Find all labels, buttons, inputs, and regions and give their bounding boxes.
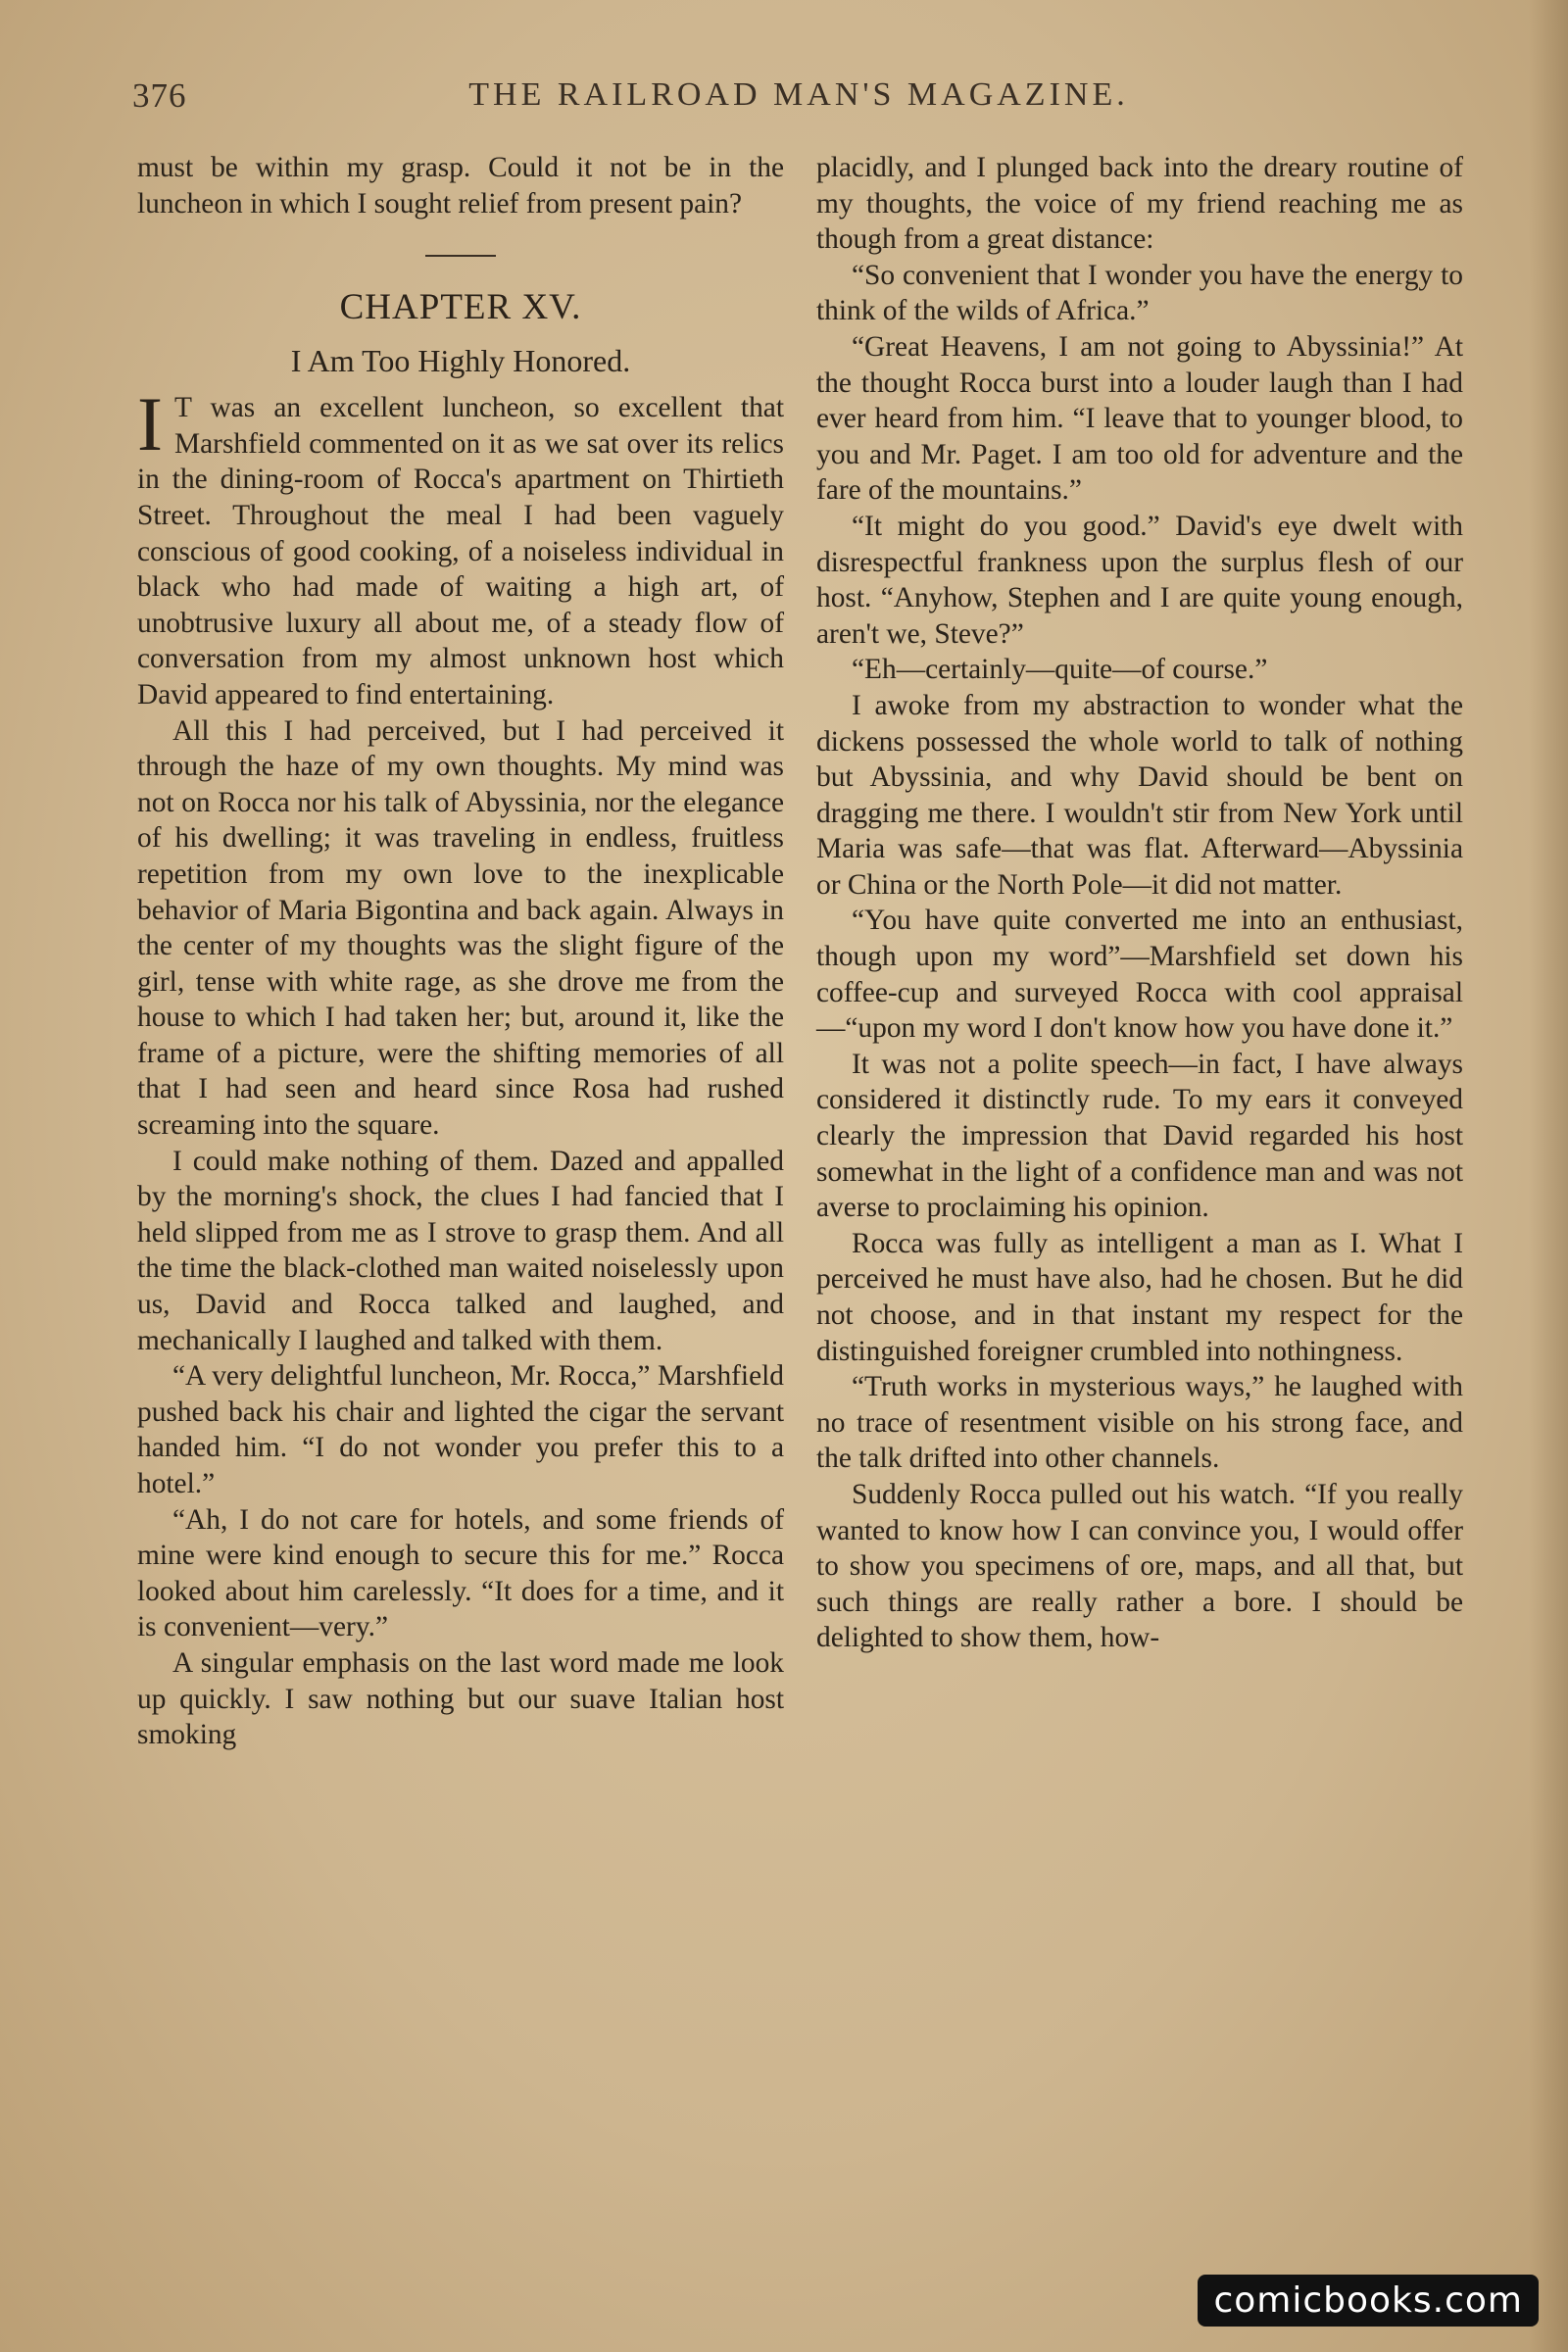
paragraph: “Great Heavens, I am not going to Abyssinia!” At the thought Rocca burst into a louder laugh than I had ever heard from him. “I leave that to younger blood, to you and Mr. Paget. I am too old for adventure and the fare of the mountains.” <box>816 330 1463 507</box>
drop-cap: I <box>137 381 163 467</box>
paragraph: “Eh—certainly—quite—of course.” <box>852 654 1268 686</box>
site-watermark: comicbooks.com <box>1198 2275 1539 2327</box>
section-divider <box>425 255 496 257</box>
magazine-title: THE RAILROAD MAN'S MAGAZINE. <box>468 76 1129 113</box>
paragraph: Suddenly Rocca pulled out his watch. “If you really wanted to know how I can convince you, I would offer to show you specimens of ore, maps, and all that, but such things are really rather a bore. I should be delighted to show them, how- <box>816 1478 1463 1654</box>
paragraph: “So convenient that I wonder you have the energy to think of the wilds of Africa.” <box>816 259 1463 327</box>
right-column <box>816 150 1463 1656</box>
running-header <box>132 76 1465 125</box>
paragraph-continued: placidly, and I plunged back into the dreary routine of my thoughts, the voice of my friend reaching me as though from a great distance: <box>816 152 1463 256</box>
paragraph: “It might do you good.” David's eye dwelt with disrespectful frankness upon the surplus flesh of our host. “Anyhow, Stephen and I are quite young enough, aren't we, Steve?” <box>816 510 1463 650</box>
paragraph: A singular emphasis on the last word made me look up quickly. I saw nothing but our suave Italian host smoking <box>137 1646 784 1751</box>
paragraph-opening <box>137 381 784 712</box>
paragraph: It was not a polite speech—in fact, I have always considered it distinctly rude. To my ears it conveyed clearly the impression that David regarded his host somewhat in the light of a confidence man and was not averse to proclaiming his opinion. <box>816 1048 1463 1224</box>
paragraph: I awoke from my abstraction to wonder what the dickens possessed the whole world to talk of nothing but Abyssinia, and why David should be bent on dragging me there. I wouldn't stir from New York until Maria was safe—that was flat. Afterward—Abyssinia or China or the North Pole—it did not matter. <box>816 689 1463 901</box>
left-column <box>137 150 784 1753</box>
paragraph: Rocca was fully as intelligent a man as I. What I perceived he must have also, had he chosen. But he did not choose, and in that instant my respect for the distinguished foreigner crumbled into nothingness. <box>816 1227 1463 1367</box>
paragraph-intro: must be within my grasp. Could it not be in the luncheon in which I sought relief from present pain? <box>137 152 784 220</box>
page-edge-shadow <box>1529 0 1568 2352</box>
paragraph: I could make nothing of them. Dazed and appalled by the morning's shock, the clues I had fancied that I held slipped from me as I strove to grasp them. And all the time the black-clothed man waited noiselessly upon us, David and Rocca talked and laughed, and mechanically I laughed and talked with them. <box>137 1145 784 1356</box>
paragraph: “Truth works in mysterious ways,” he laughed with no trace of resentment visible on his strong face, and the talk drifted into other channels. <box>816 1371 1463 1475</box>
paragraph: “You have quite converted me into an enthusiast, though upon my word”—Marshfield set down his coffee-cup and surveyed Rocca with cool appraisal—“upon my word I don't know how you have done it.” <box>816 905 1463 1045</box>
chapter-subtitle: I Am Too Highly Honored. <box>290 343 631 379</box>
paragraph: “A very delightful luncheon, Mr. Rocca,” Marshfield pushed back his chair and lighted the cigar the servant handed him. “I do not wonder you prefer this to a hotel.” <box>137 1360 784 1499</box>
page-number: 376 <box>132 76 187 115</box>
paragraph: “Ah, I do not care for hotels, and some friends of mine were kind enough to secure this for me.” Rocca looked about him carelessly. “It does for a time, and it is convenient—very.” <box>137 1503 784 1643</box>
paragraph: All this I had perceived, but I had perceived it through the haze of my own thoughts. My mind was not on Rocca nor his talk of Abyssinia, nor the elegance of his dwelling; it was traveling in endless, fruitless repetition from my own love to the inexplicable behavior of Maria Bigontina and back again. Always in the center of my thoughts was the slight figure of the girl, tense with white rage, as she drove me from the house to which I had taken her; but, around it, like the frame of a picture, were the shifting memories of all that I had seen and heard since Rosa had rushed screaming into the square. <box>137 714 784 1142</box>
chapter-title: CHAPTER XV. <box>339 287 582 328</box>
paragraph-opening-text: T was an excellent luncheon, so excellent that Marshfield commented on it as we sat over its relics in the dining-room of Rocca's apartment on Thirtieth Street. Throughout the meal I had been vaguely conscious of good cooking, of a noiseless individual in black who had made of waiting a high art, of unobtrusive luxury all about me, of a steady flow of conversation from my almost unknown host which David appeared to find entertaining. <box>137 392 784 710</box>
